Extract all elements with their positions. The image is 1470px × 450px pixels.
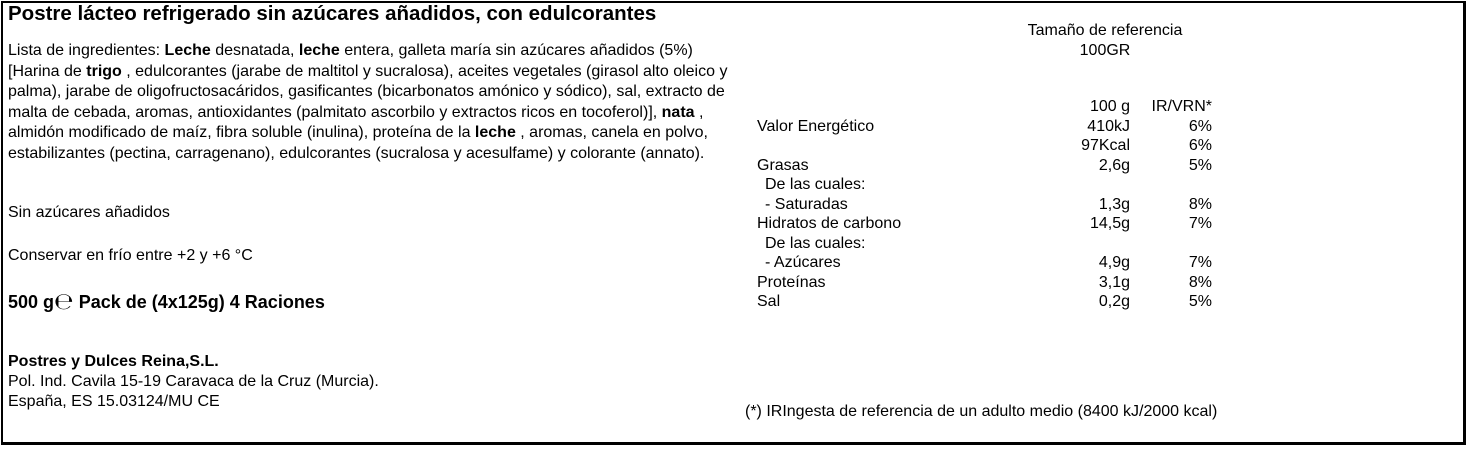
nutrient-pct: 8% xyxy=(1188,195,1212,213)
nutrient-value: 410kJ xyxy=(1087,117,1130,135)
nutrient-value: 1,3g xyxy=(1098,195,1130,213)
allergen-word: Leche xyxy=(164,42,211,59)
nutrient-label: De las cuales: xyxy=(765,176,866,193)
allergen-word: nata xyxy=(661,103,695,121)
nutrient-value: 0,2g xyxy=(1098,293,1130,310)
nutrient-value: 3,1g xyxy=(1098,273,1130,291)
allergen-word: leche xyxy=(298,42,340,59)
footnote: (*) IRIngesta de referencia de un adulto medio (8400 kJ/2000 kcal) xyxy=(745,403,1218,420)
company-name: Postres y Dulces Reina,S.L. xyxy=(8,353,219,370)
ingredient-text: entera, galleta maría sin azúcares añadidos (5%) [Harina de xyxy=(8,42,693,80)
nutrient-label: Grasas xyxy=(757,156,809,174)
nutrient-pct: 5% xyxy=(1188,156,1212,174)
ingredient-text: , aromas, canela en polvo, estabilizantes (pectina, carragenano), edulcorantes (sucralosa y acesulfame) y colorante (annato). xyxy=(8,124,708,162)
nutrient-label: Valor Energético xyxy=(757,117,875,135)
nutrient-value: 14,5g xyxy=(1089,215,1130,232)
ingredient-text: , edulcorantes (jarabe de maltitol y sucralosa), aceites vegetales (girasol alto oleico y palma), jarabe de oligofructosacáridos, gasificantes (bicarbonatos amónico y sódico), sal, extracto de malta de cebada, aromas, antioxidantes (palmitato ascorbilo y extractos ricos en tocoferol)], xyxy=(8,62,728,121)
ingredient-text: , almidón modificado de maíz, fibra soluble (inulina), proteína de la xyxy=(8,103,704,141)
nutrient-pct: 6% xyxy=(1188,137,1212,154)
reference-size xyxy=(960,21,1250,61)
pack-description: Pack de (4x125g) 4 Raciones xyxy=(78,292,325,312)
allergen-word: leche xyxy=(474,124,516,141)
nutrient-value: 2,6g xyxy=(1098,156,1130,174)
nutrient-pct: 7% xyxy=(1188,215,1212,232)
nutrient-label: De las cuales: xyxy=(765,234,866,252)
net-weight: 500 g xyxy=(8,292,55,312)
header-value: 100 g xyxy=(1089,98,1130,115)
ingredient-text: desnatada, xyxy=(210,42,299,59)
company-country: España, ES 15.03124/MU CE xyxy=(8,393,220,410)
product-title: Postre lácteo refrigerado sin azúcares añadidos, con edulcorantes xyxy=(8,2,657,25)
reference-title: Tamaño de referencia xyxy=(1027,22,1183,39)
nutrient-value: 97Kcal xyxy=(1081,137,1130,154)
nutrient-label: - Saturadas xyxy=(765,195,848,213)
nutrient-label: Proteínas xyxy=(757,273,826,291)
header-pct: IR/VRN* xyxy=(1151,98,1212,115)
pack-info xyxy=(8,289,325,315)
company-block xyxy=(8,352,379,412)
nutrient-value: 4,9g xyxy=(1098,254,1130,271)
ingredient-text: Lista de ingredientes: xyxy=(8,42,165,59)
sugar-claim: Sin azúcares añadidos xyxy=(8,204,170,221)
ingredients-list xyxy=(8,41,738,164)
nutrient-label: - Azúcares xyxy=(765,254,841,271)
nutrient-pct: 8% xyxy=(1188,273,1212,291)
estimated-sign-icon: ℮ xyxy=(54,289,74,315)
nutrient-label: Sal xyxy=(757,293,781,310)
storage-instructions: Conservar en frío entre +2 y +6 °C xyxy=(8,247,253,264)
nutrient-pct: 6% xyxy=(1188,117,1212,135)
nutrient-pct: 5% xyxy=(1188,293,1212,310)
allergen-word: trigo xyxy=(86,62,122,80)
company-address: Pol. Ind. Cavila 15-19 Caravaca de la Cruz (Murcia). xyxy=(8,373,379,390)
reference-value: 100GR xyxy=(1079,42,1131,59)
nutrient-label: Hidratos de carbono xyxy=(757,215,902,232)
nutrient-pct: 7% xyxy=(1188,254,1212,271)
